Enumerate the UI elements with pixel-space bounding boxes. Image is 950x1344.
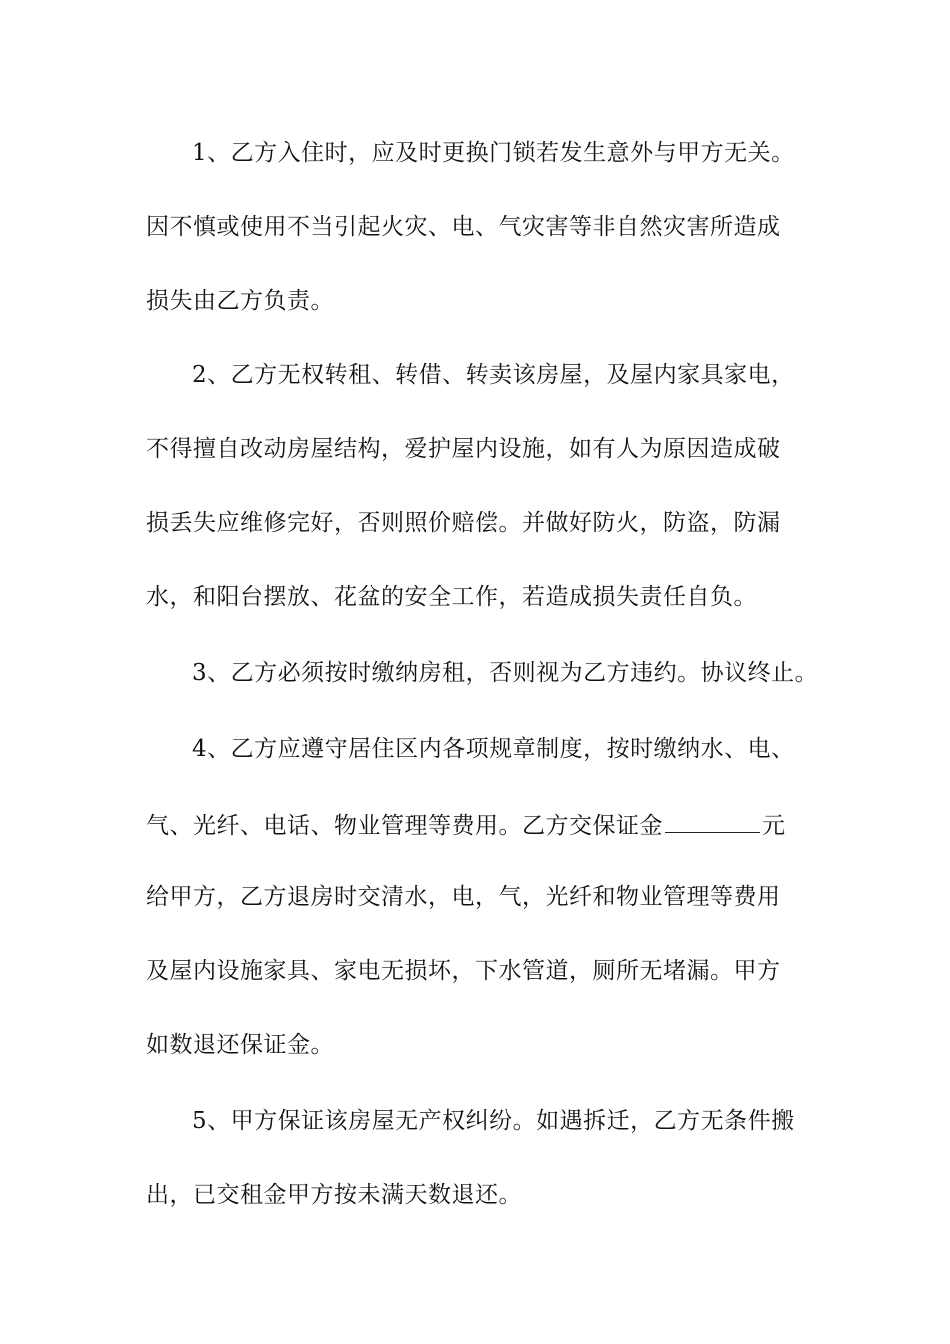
deposit-amount-blank xyxy=(665,808,760,833)
clause-5-line-2: 出，已交租金甲方按未满天数退还。 xyxy=(146,1182,522,1208)
clause-4-line-2-text-before: 气、光纤、电话、物业管理等费用。乙方交保证金 xyxy=(146,813,663,839)
clause-4-line-4: 及屋内设施家具、家电无损坏，下水管道，厕所无堵漏。甲方 xyxy=(146,958,781,984)
clause-3-line-1: 3、乙方必须按时缴纳房租，否则视为乙方违约。协议终止。 xyxy=(192,660,819,686)
clause-4-line-2-text-after: 元 xyxy=(762,813,786,839)
clause-2-line-1: 2、乙方无权转租、转借、转卖该房屋，及屋内家具家电， xyxy=(192,362,795,388)
clause-4-line-5: 如数退还保证金。 xyxy=(146,1032,334,1058)
clause-1-line-3: 损失由乙方负责。 xyxy=(146,288,334,314)
clause-2-line-2: 不得擅自改动房屋结构，爱护屋内设施，如有人为原因造成破 xyxy=(146,436,781,462)
clause-4-line-2 xyxy=(146,808,836,838)
clause-4-line-3: 给甲方，乙方退房时交清水，电，气，光纤和物业管理等费用 xyxy=(146,884,781,910)
clause-4-line-1: 4、乙方应遵守居住区内各项规章制度，按时缴纳水、电、 xyxy=(192,736,795,762)
clause-1-line-1: 1、乙方入住时，应及时更换门锁若发生意外与甲方无关。 xyxy=(192,140,795,166)
clause-2-line-4: 水，和阳台摆放、花盆的安全工作，若造成损失责任自负。 xyxy=(146,584,757,610)
clause-1-line-2: 因不慎或使用不当引起火灾、电、气灾害等非自然灾害所造成 xyxy=(146,214,781,240)
clause-5-line-1: 5、甲方保证该房屋无产权纠纷。如遇拆迁，乙方无条件搬 xyxy=(192,1108,795,1134)
clause-2-line-3: 损丢失应维修完好，否则照价赔偿。并做好防火，防盗，防漏 xyxy=(146,510,781,536)
